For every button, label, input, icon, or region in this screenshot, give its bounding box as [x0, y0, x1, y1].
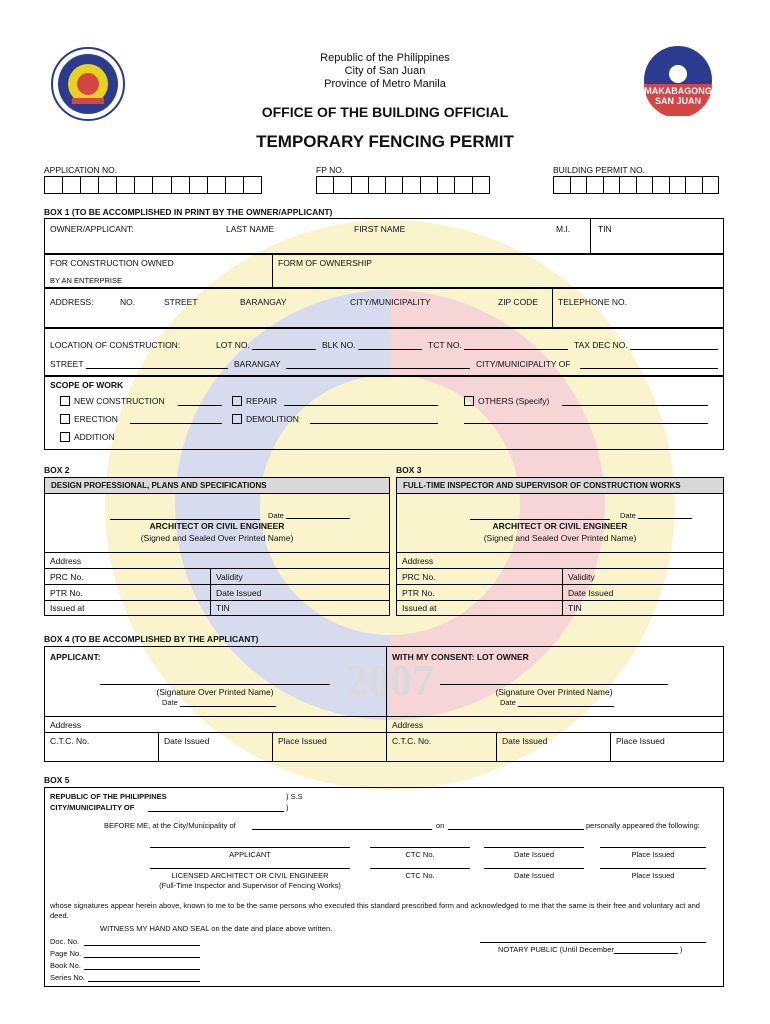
tax-dec-no-label: TAX DEC NO. [574, 340, 628, 350]
box4-date-issued-right: Date Issued [502, 736, 548, 746]
logo-line2: SAN JUAN [654, 96, 702, 106]
box2-signer: ARCHITECT OR CIVIL ENGINEER [149, 521, 285, 531]
checkbox-icon [232, 414, 242, 424]
first-name-label: FIRST NAME [354, 224, 406, 234]
box4-applicant: APPLICANT: [50, 652, 101, 662]
box4-ctc-right: C.T.C. No. [392, 736, 432, 746]
box4-date-issued-left: Date Issued [164, 736, 210, 746]
blk-no-label: BLK NO. [322, 340, 356, 350]
notary-close: ) [680, 945, 683, 954]
box4-ctc-left: C.T.C. No. [50, 736, 90, 746]
office-title: OFFICE OF THE BUILDING OFFICIAL [261, 104, 509, 120]
box4-owner-date: Date [500, 698, 516, 707]
fp-no-input[interactable] [316, 176, 490, 194]
box3-signer-note: (Signed and Sealed Over Printed Name) [483, 533, 637, 543]
address-label: ADDRESS: [50, 297, 94, 307]
street2-label: STREET [50, 359, 84, 369]
tct-no-label: TCT NO. [428, 340, 462, 350]
box3-signer: ARCHITECT OR CIVIL ENGINEER [492, 521, 628, 531]
box4-address-right: Address [392, 720, 424, 730]
box5-witness: WITNESS MY HAND AND SEAL on the date and place above written. [100, 924, 333, 933]
box2-address: Address [50, 556, 82, 566]
box4-place-issued-left: Place Issued [278, 736, 327, 746]
checkbox-icon [60, 432, 70, 442]
checkbox-icon [232, 396, 242, 406]
box5-ctc-no: CTC No. [405, 850, 435, 859]
fp-no-label: FP NO. [316, 165, 345, 175]
box2-tin: TIN [216, 603, 230, 613]
box2-date-label: Date [268, 511, 284, 520]
box2-prc-no: PRC No. [50, 572, 84, 582]
repair-checkbox[interactable]: REPAIR [232, 396, 277, 406]
form-of-ownership-label: FORM OF OWNERSHIP [278, 258, 372, 268]
box4-consent: WITH MY CONSENT: LOT OWNER [392, 652, 529, 662]
application-no-label: APPLICATION NO. [44, 165, 118, 175]
last-name-label: LAST NAME [226, 224, 275, 234]
no-label: NO. [120, 297, 136, 307]
addition-checkbox[interactable]: ADDITION [60, 432, 115, 442]
box4-place-issued-right: Place Issued [616, 736, 665, 746]
box2-date-issued: Date Issued [216, 588, 262, 598]
application-no-input[interactable] [44, 176, 262, 194]
box3-address: Address [402, 556, 434, 566]
box5-body: whose signatures appear herein above, known to me to be the same persons who executed this standard prescribed form and acknowledged to me that the same is their free and voluntary act and deed. [50, 901, 700, 920]
scope-of-work-label: SCOPE OF WORK [50, 380, 124, 390]
series-no-label: Series No. [50, 973, 86, 982]
box2-label: BOX 2 [44, 465, 70, 475]
building-permit-no-input[interactable] [553, 176, 719, 194]
box3-frame [396, 477, 724, 616]
box4-applicant-sig: (Signature Over Printed Name) [156, 687, 274, 697]
owner-applicant-label: OWNER/APPLICANT: [50, 224, 134, 234]
checkbox-icon [60, 414, 70, 424]
box3-date-label: Date [620, 511, 636, 520]
for-construction-owned-label: FOR CONSTRUCTION OWNED [50, 258, 174, 268]
street-label: STREET [164, 297, 198, 307]
box5-date-issued2: Date Issued [513, 871, 555, 880]
box5-licensed: LICENSED ARCHITECT OR CIVIL ENGINEER [171, 871, 329, 880]
box4-owner-sig: (Signature Over Printed Name) [495, 687, 613, 697]
book-no-label: Book No. [50, 961, 81, 970]
mi-label: M.I. [556, 224, 571, 234]
box3-header: FULL-TIME INSPECTOR AND SUPERVISOR OF CONSTRUCTION WORKS [396, 477, 724, 494]
box3-validity: Validity [568, 572, 595, 582]
box2-ptr-no: PTR No. [50, 588, 83, 598]
box5-personally: personally appeared the following: [586, 821, 700, 830]
telephone-no-label: TELEPHONE NO. [558, 297, 627, 307]
by-an-enterprise-label: BY AN ENTERPRISE [50, 276, 122, 285]
box2-validity: Validity [216, 572, 243, 582]
page-title: TEMPORARY FENCING PERMIT [256, 132, 514, 151]
page-no-label: Page No. [50, 949, 82, 958]
tin-label: TIN [598, 224, 612, 234]
barangay2-label: BARANGAY [234, 359, 281, 369]
box5-date-issued: Date Issued [513, 850, 555, 859]
city-municipality-label: CITY/MUNICIPALITY [350, 297, 431, 307]
box3-issued-at: Issued at [402, 603, 437, 613]
city-municipality-of-label: CITY/MUNICIPALITY OF [476, 359, 571, 369]
location-label: LOCATION OF CONSTRUCTION: [50, 340, 181, 350]
box3-tin: TIN [568, 603, 582, 613]
box5-on: on [436, 821, 445, 830]
box3-date-issued: Date Issued [568, 588, 614, 598]
box2-issued-at: Issued at [50, 603, 85, 613]
box5-paren: ) [286, 803, 289, 812]
checkbox-icon [60, 396, 70, 406]
doc-no-label: Doc. No. [50, 937, 80, 946]
address-row[interactable] [44, 288, 724, 328]
box2-header: DESIGN PROFESSIONAL, PLANS AND SPECIFICATIONS [44, 477, 390, 494]
box4-applicant-date: Date [162, 698, 178, 707]
checkbox-icon [464, 396, 474, 406]
building-permit-no-label: BUILDING PERMIT NO. [553, 165, 645, 175]
box3-ptr-no: PTR No. [402, 588, 435, 598]
erection-checkbox[interactable]: ERECTION [60, 414, 118, 424]
box5-city-of: CITY/MUNICIPALITY OF [50, 803, 135, 812]
box1-title: BOX 1 (TO BE ACCOMPLISHED IN PRINT BY THE OWNER/APPLICANT) [44, 207, 333, 217]
notary-public: NOTARY PUBLIC (Until December [498, 945, 614, 954]
new-construction-checkbox[interactable]: NEW CONSTRUCTION [60, 396, 165, 406]
others-checkbox[interactable]: OTHERS (Specify) [464, 396, 549, 406]
box5-place-issued2: Place Issued [631, 871, 675, 880]
zip-code-label: ZIP CODE [498, 297, 538, 307]
box5-before-me: BEFORE ME, at the City/Municipality of [104, 821, 236, 830]
box5-ctc-no2: CTC No. [405, 871, 435, 880]
box5-applicant: APPLICANT [229, 850, 271, 859]
box5-licensed-note: (Full-Time Inspector and Supervisor of Fencing Works) [159, 881, 341, 890]
box5-ss: ) S.S [286, 792, 303, 801]
header-province: Province of Metro Manila [324, 78, 446, 90]
box5-republic: REPUBLIC OF THE PHILIPPINES [50, 792, 167, 801]
box5-label: BOX 5 [44, 775, 70, 785]
barangay-label: BARANGAY [240, 297, 287, 307]
box2-signer-note: (Signed and Sealed Over Printed Name) [140, 533, 294, 543]
demolition-checkbox[interactable]: DEMOLITION [232, 414, 299, 424]
logo-line1: MAKABAGONG [644, 86, 712, 96]
box3-prc-no: PRC No. [402, 572, 436, 582]
lot-no-label: LOT NO. [216, 340, 250, 350]
box4-address-left: Address [50, 720, 82, 730]
box4-title: BOX 4 (TO BE ACCOMPLISHED BY THE APPLICANT) [44, 634, 259, 644]
header-republic: Republic of the Philippines [320, 52, 450, 64]
box5-place-issued: Place Issued [631, 850, 675, 859]
scope-row[interactable] [44, 376, 724, 450]
header-city: City of San Juan [344, 65, 426, 77]
box3-label: BOX 3 [396, 465, 422, 475]
watermark-year: 2007 [346, 656, 434, 705]
